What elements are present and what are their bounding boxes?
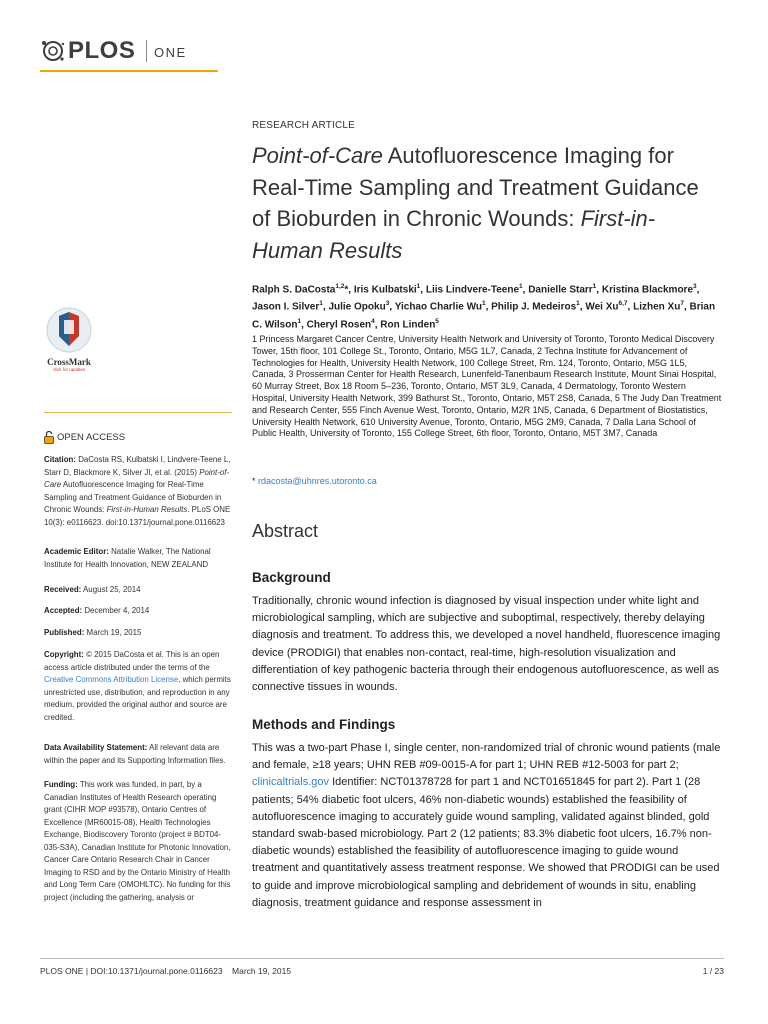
header-rule [40,70,218,72]
published-date: March 19, 2015 [86,628,142,637]
open-lock-icon [44,431,54,444]
citation-label: Citation: [44,455,76,464]
article-type: RESEARCH ARTICLE [252,120,356,131]
footer-citation: PLOS ONE | DOI:10.1371/journal.pone.0116623 March 19, 2015 [40,966,292,976]
funding-block [44,779,236,904]
corresponding-email [252,476,377,486]
title-italic-1: Point-of-Care [252,143,383,168]
email-link[interactable]: rdacosta@uhnres.utoronto.ca [258,476,377,486]
copyright-text-2: , which permits unrestricted use, distribution, and reproduction in any medium, provided the original author and source are credited. [44,675,231,722]
editor-text: Natalie Walker, The National Institute for Health Innovation, NEW ZEALAND [44,547,211,569]
funding-text: This work was funded, in part, by a Canadian Institutes of Health Research operating grant (CIHR MOP #93578), Ontario Centres of Excellence (MR60015-08), Health Technologies Exchange, Biodiscovery Toronto (project # BDT04-035-S3A), Canadian Institute for Photonic Innovation, Cancer Care Ontario Research Chair in Cancer Imaging to RSD and by the Ontario Ministry of Health and Long Term Care (OMOHLTC). No funding for this project (including the gathering, analysis or [44,780,231,902]
license-link[interactable]: Creative Commons Attribution License [44,675,179,684]
methods-text [252,740,722,912]
citation-text-3: . PLoS ONE 10(3): e0116623. doi:10.1371/journal.pone.0116623 [44,505,231,527]
citation-italic-2: First-in-Human Results [106,505,188,514]
article-title [252,140,722,266]
brand-suffix: ONE [154,45,187,60]
data-availability-label: Data Availability Statement: [44,743,148,752]
citation-block [44,454,236,529]
methods-text-1: This was a two-part Phase I, single center, non-randomized trial of chronic wound patients (male and female, ≥18 years; UHN REB #09-0015-A for part 1; UHN REB #12-5003 for part 2; [252,742,721,772]
brand-name: PLOS [68,37,136,64]
methods-heading: Methods and Findings [252,717,396,732]
crossmark-badge[interactable] [44,306,94,376]
data-availability-block [44,742,236,767]
affiliations: 1 Princess Margaret Cancer Centre, University Health Network and University of Toronto, Toronto Medical Discovery Tower, 15th floor, 101 College St., Toronto, Ontario, M5G 1L7, Canada, 2 Techna Institute for Advancement of Technologies for Health, University Health Network, 100 College Street, Rm. 124, Toronto, Ontario, M5G 1L5, Canada, 3 Prosserman Center for Health Research, Lunenfeld-Tanenbaum Research Institute, Mount Sinai Hospital, 60 Murray Street, Box 18 Room 5–236, Toronto, Ontario, M5T 3L9, Canada, 4 Dermatology, Toronto Western Hospital, University Health Network, 399 Bathurst St., Toronto, Ontario, M5T 2S8, Canada, 5 The Judy Dan Treatment and Research Center, 555 Finch Avenue West, Toronto, Ontario, M2R 1N5, Canada, 6 Department of Biostatistics, University Health Network, 610 University Avenue, Toronto, Ontario, M5G 2M9, Canada, 7 Dalla Lana School of Public Health, University of Toronto, 155 College Street, 6th floor, Toronto, Ontario, M5T 3M7, Canada [252,334,722,439]
copyright-text-1: © 2015 DaCosta et al. This is an open access article distributed under the terms of the [44,650,220,672]
abstract-heading: Abstract [252,521,319,541]
published-block [44,627,236,640]
citation-text-2: Autofluorescence Imaging for Real-Time Sampling and Treatment Guidance of Bioburden in Chronic Wounds: [44,480,222,514]
crossmark-sub: click for updates [52,367,86,372]
background-heading: Background [252,570,331,585]
plos-one-logo [40,34,200,74]
background-text: Traditionally, chronic wound infection is diagnosed by visual inspection under white light and microbiological sampling, which are subjective and suboptimal, respectively, thereby delaying diagnosis and treatment. To address this, we developed a novel handheld, fluorescence imaging device (PRODIGI) that enables non-contact, real-time, high-resolution visualization and differentiation of key pathogenic bacteria through their endogenous autofluorescence, as well as connective tissues in wounds. [252,595,721,694]
plos-logo-icon [40,38,66,64]
page-number: 1 / 23 [702,966,724,976]
title-plain: Autofluorescence Imaging for Real-Time Sampling and Treatment Guidance of Bioburden in Chronic Wounds: [252,143,699,231]
received-block [44,584,236,597]
published-label: Published: [44,628,85,637]
logo-divider [146,40,147,62]
open-access-label: OPEN ACCESS [57,432,126,443]
copyright-block [44,649,236,724]
citation-text-1: DaCosta RS, Kulbatski I, Lindvere-Teene L, Starr D, Blackmore K, Silver JI, et al. (2015) [44,455,231,477]
footer-rule [40,958,724,959]
crossmark-icon [44,306,94,354]
accepted-block [44,605,236,618]
data-availability-text: All relevant data are within the paper and its Supporting Information files. [44,743,226,765]
author-list: Ralph S. DaCosta$^{1,2}$*, Iris Kulbatski$^1$, Liis Lindvere-Teene$^1$, Danielle Starr$^1$, Kristina Blackmore$^3$, Jason I. Silver$^1$, Julie Opoku$^3$, Yichao Charlie Wu$^1$, Philip J. Medeiros$^1$, Wei Xu$^{6,7}$, Lizhen Xu$^7$, Brian C. Wilson$^1$, Cheryl Rosen$^4$, Ron Linden$^5$ [252,283,716,330]
received-label: Received: [44,585,82,594]
open-access-badge [44,431,125,444]
copyright-label: Copyright: [44,650,84,659]
citation-italic-1: Point-of-Care [44,467,230,489]
title-italic-2: First-in-Human Results [252,206,656,263]
methods-text-2: Identifier: NCT01378728 for part 1 and NCT01651845 for part 2). Part 1 (28 patients; 54% diabetic foot ulcers, 46% non-diabetic wounds) established the feasibility of autofluorescence imaging to accurately guide wound sampling, validated against blinded, gold standard swab-based microbiology. Part 2 (12 patients; 83.3% diabetic foot ulcers, 16.7% non-diabetic wounds) established the feasibility of autofluorescence imaging to guide wound treatment and quantitatively assess treatment response. We showed that PRODIGI can be used to guide and improve microbiological sampling and debridement of wounds in situ, enabling diagnosis, treatment guidance and response assessment in [252,776,720,909]
accepted-label: Accepted: [44,606,83,615]
sidebar-rule [44,412,232,413]
funding-label: Funding: [44,780,78,789]
clinicaltrials-link[interactable]: clinicaltrials.gov [252,776,330,789]
email-star: * [252,476,256,486]
editor-block [44,546,236,571]
received-date: August 25, 2014 [83,585,141,594]
accepted-date: December 4, 2014 [84,606,150,615]
editor-label: Academic Editor: [44,547,109,556]
crossmark-label: CrossMark [47,357,91,367]
